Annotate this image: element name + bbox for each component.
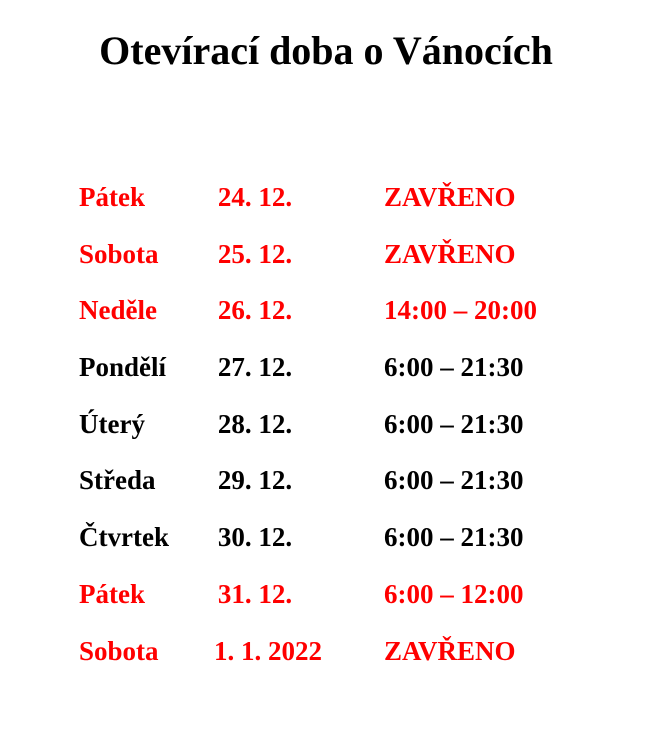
day-name: Pátek <box>79 578 145 609</box>
day-name: Pátek <box>79 182 145 212</box>
page-title: Otevírací doba o Vánocích <box>99 28 553 73</box>
table-row <box>0 631 652 688</box>
day-name: Čtvrtek <box>79 522 169 553</box>
table-row <box>0 177 652 234</box>
table-row <box>0 574 652 631</box>
date: 24. 12. <box>217 182 293 212</box>
day-name: Úterý <box>79 408 145 439</box>
opening-hours: ZAVŘENO <box>384 635 516 666</box>
table-row <box>0 460 652 517</box>
date: 30. 12. <box>217 522 293 553</box>
day-name: Pondělí <box>79 352 167 383</box>
date: 26. 12. <box>217 295 293 326</box>
opening-hours: 6:00 – 21:30 <box>384 522 524 553</box>
date: 31. 12. <box>217 578 293 609</box>
day-name: Neděle <box>79 295 157 326</box>
table-row <box>0 404 652 461</box>
opening-hours: 6:00 – 21:30 <box>384 352 524 383</box>
date: 28. 12. <box>217 408 293 439</box>
date: 27. 12. <box>217 352 293 383</box>
opening-hours: 6:00 – 21:30 <box>384 465 524 496</box>
day-name: Sobota <box>79 238 159 269</box>
date: 29. 12. <box>217 465 293 496</box>
opening-hours: ZAVŘENO <box>384 182 516 212</box>
opening-hours: ZAVŘENO <box>384 238 516 269</box>
opening-hours-table <box>0 177 652 687</box>
date: 1. 1. 2022 <box>214 635 322 666</box>
table-row <box>0 234 652 291</box>
opening-hours: 6:00 – 12:00 <box>384 578 524 609</box>
table-row <box>0 347 652 404</box>
table-row <box>0 517 652 574</box>
day-name: Sobota <box>79 635 159 666</box>
table-row <box>0 290 652 347</box>
day-name: Středa <box>79 465 156 496</box>
date: 25. 12. <box>217 238 293 269</box>
opening-hours: 6:00 – 21:30 <box>384 408 524 439</box>
opening-hours: 14:00 – 20:00 <box>384 295 537 326</box>
